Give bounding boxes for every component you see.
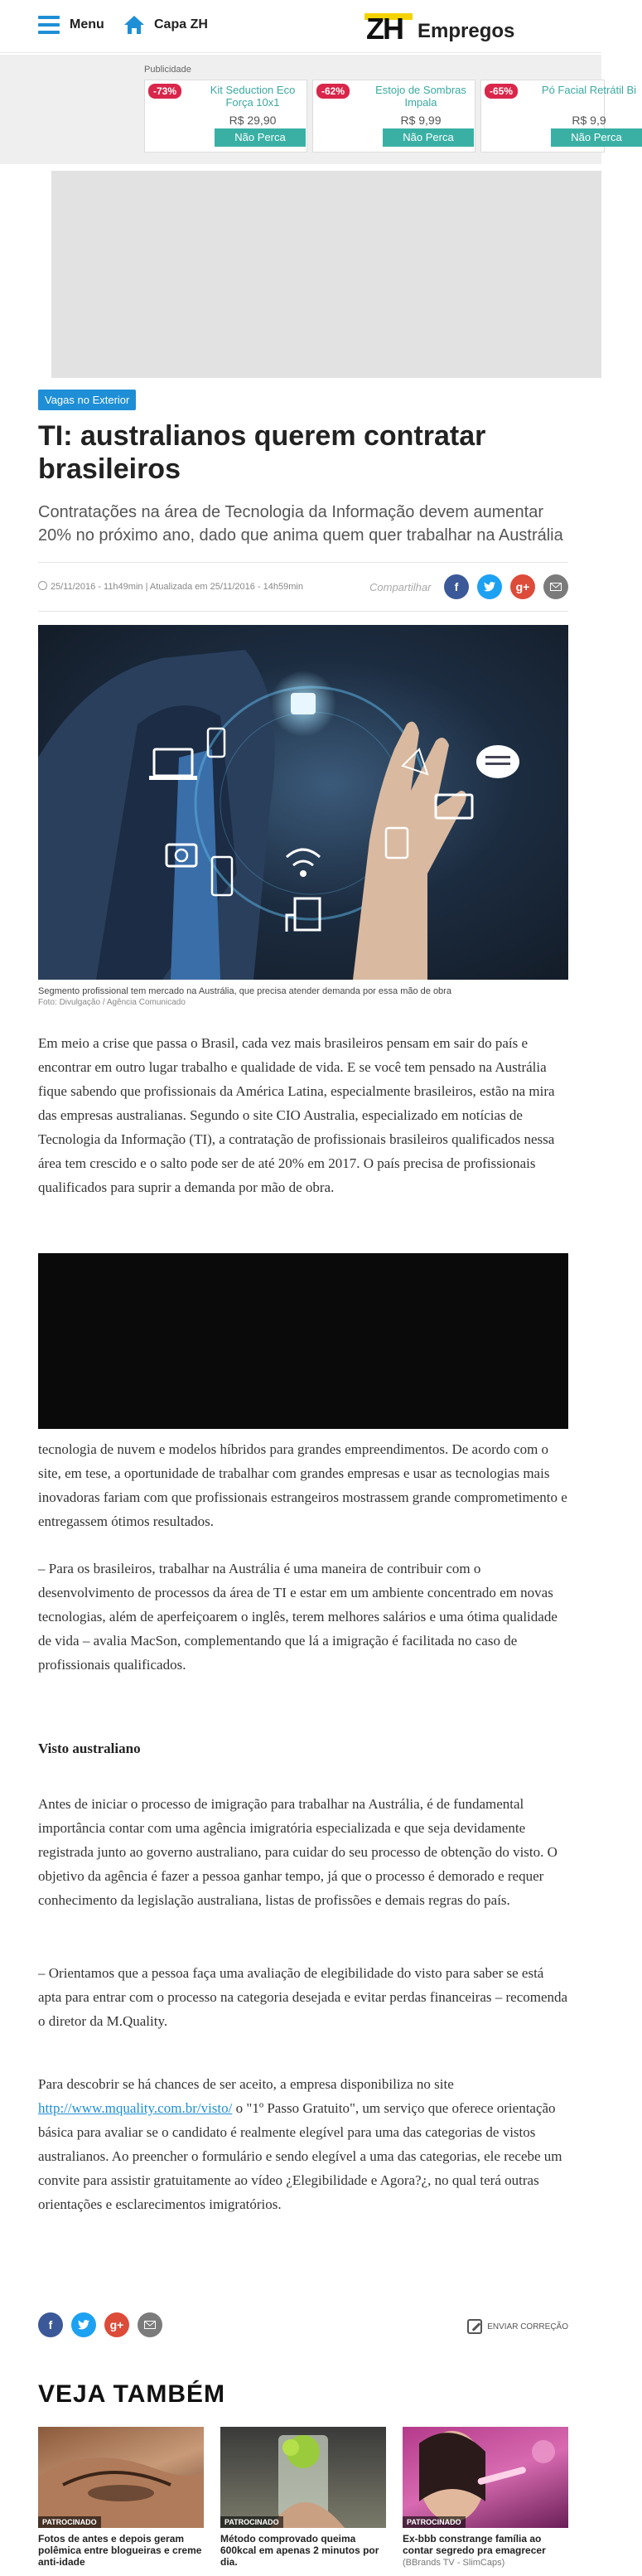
paragraph: Para descobrir se há chances de ser aceito, a empresa disponibiliza no site http://www.mquality.com.br/visto/ o "1º Passo Gratuito", um serviço que oferece orientação básica para avaliar se o candidato é realmente elegível para uma das categorias de vistos australianos. Ao preencher o formulário e sendo elegível a uma das categorias, ele recebe um convite para assistir gratuitamente ao vídeo ¿Elegibilidade e Agora?¿, no qual terá outras orientações e esclarecimentos imigratórios. (38, 2076, 562, 2212)
related-title: Ex-bbb constrange família ao contar segredo pra emagrecer (403, 2533, 546, 2556)
hamburger-icon (38, 16, 60, 34)
ad-card[interactable] (144, 80, 307, 153)
sponsored-tag: PATROCINADO (220, 2516, 283, 2528)
ad-card[interactable] (480, 80, 637, 153)
related-thumbnail (403, 2427, 568, 2528)
ad-cta-button[interactable]: Não Perca (383, 128, 474, 147)
category-tag[interactable]: Vagas no Exterior (38, 390, 136, 410)
related-card[interactable] (403, 2427, 568, 2568)
related-card[interactable] (220, 2427, 386, 2568)
related-cards (38, 2427, 568, 2568)
discount-badge: -65% (485, 84, 518, 99)
image-credit: Foto: Divulgação / Agência Comunicado (38, 998, 186, 1007)
article-title: TI: australianos querem contratar brasileiros (38, 420, 486, 485)
ad-price: R$ 9,99 (400, 114, 442, 127)
article-meta (38, 562, 568, 612)
google-plus-share-button[interactable]: g+ (510, 574, 535, 599)
article-subtitle: Contratações na área de Tecnologia da Informação devem aumentar 20% no próximo ano, dado que anima quem quer trabalhar na Austrália (38, 503, 563, 545)
ad-cta-button[interactable]: Não Perca (551, 128, 642, 147)
facebook-share-button[interactable]: f (444, 574, 469, 599)
twitter-icon (484, 582, 495, 592)
paragraph: – Para os brasileiros, trabalhar na Austrália é uma maneira de contribuir com o desenvolvimento de processos da área de TI e estar em um ambiente concentrado em novas tecnologias, além de aperfeiçoarem o inglês, terem melhores salários e uma ótima qualidade de vida – avalia MacSon, complementando que lá a imigração é facilitada no caso de profissionais qualificados. (38, 1561, 558, 1673)
ad-card[interactable] (312, 80, 475, 153)
clock-icon (38, 581, 47, 590)
related-thumbnail (220, 2427, 386, 2528)
logo-name: Empregos (418, 20, 515, 42)
related-heading: VEJA TAMBÉM (38, 2380, 226, 2408)
logo-mark: ZH (364, 13, 413, 43)
send-correction-button[interactable] (467, 2319, 568, 2334)
ad-strip (0, 55, 637, 164)
facebook-share-button[interactable]: f (38, 2312, 63, 2337)
mquality-link[interactable]: http://www.mquality.com.br/visto/ (38, 2100, 233, 2116)
article-hero-image (38, 625, 568, 980)
ad-title: Estojo de Sombras Impala (375, 84, 466, 109)
email-icon (144, 2321, 156, 2329)
video-player[interactable] (38, 1253, 568, 1429)
email-icon (550, 583, 562, 591)
share-label: Compartilhar (369, 581, 432, 593)
twitter-icon (78, 2320, 89, 2330)
google-plus-share-button[interactable]: g+ (104, 2312, 129, 2337)
technology-illustration (38, 625, 568, 980)
ad-price: R$ 9,9 (572, 114, 606, 127)
related-thumbnail (38, 2427, 204, 2528)
paragraph: tecnologia de nuvem e modelos híbridos para grandes empreendimentos. De acordo com o site, em tese, a oportunidade de trabalhar com grandes empresas e usar as tecnologias mais inovadoras fariam com que profissionais estrangeiros mostrassem grande comprometimento e entregassem ótimos resultados. (38, 1441, 567, 1529)
send-correction-label: ENVIAR CORREÇÃO (487, 2322, 568, 2331)
home-label: Capa ZH (154, 17, 208, 31)
twitter-share-button[interactable] (71, 2312, 96, 2337)
paragraph: Antes de iniciar o processo de imigração para trabalhar na Austrália, é de fundamental importância contar com uma agência imigratória especializada e que seja devidamente registrada junto ao governo australiano, para cuidar do seu processo de obtenção do visto. O objetivo da agência é fazer a pessoa ganhar tempo, já que o processo é demorado e requer conhecimento da legislação australiana, listas de profissões e demais regras do país. (38, 1796, 558, 1908)
bottom-share-bar (38, 2309, 568, 2342)
twitter-share-button[interactable] (477, 574, 502, 599)
publish-date: 25/11/2016 - 11h49min | Atualizada em 25/11/2016 - 14h59min (38, 581, 303, 592)
related-source: (BBrands TV - SlimCaps) (403, 2558, 505, 2568)
site-logo[interactable] (364, 12, 515, 46)
sponsored-tag: PATROCINADO (403, 2516, 466, 2528)
ad-placeholder (51, 171, 601, 378)
paragraph: Em meio a crise que passa o Brasil, cada vez mais brasileiros pensam em sair do país e encontrar em outro lugar trabalho e qualidade de vida. E se você tem pensado na Austrália fique sabendo que profissionais da América Latina, especialmente brasileiros, estão na mira das empresas australianas. Segundo o site CIO Australia, especializado em notícias de Tecnologia da Informação (TI), a contratação de profissionais brasileiros qualificados nessa área tem crescido e o salto pode ser de até 20% em 2017. O país precisa de profissionais qualificados para suprir a demanda por mão de obra. (38, 1035, 555, 1195)
paragraph: – Orientamos que a pessoa faça uma avaliação de elegibilidade do visto para saber se está apta para entrar com o processo na categoria desejada e evitar perdas financeiras – recomenda o diretor da M.Quality. (38, 1965, 568, 2029)
related-title: Método comprovado queima 600kcal em apenas 2 minutos por dia. (220, 2533, 379, 2568)
related-card[interactable] (38, 2427, 204, 2568)
image-caption: Segmento profissional tem mercado na Austrália, que precisa atender demanda por essa mão de obra (38, 986, 451, 996)
ad-title: Pó Facial Retrátil Bi (541, 84, 637, 96)
ad-cta-button[interactable]: Não Perca (215, 128, 306, 147)
discount-badge: -73% (148, 84, 181, 99)
ad-label: Publicidade (144, 65, 191, 75)
email-share-button[interactable] (138, 2312, 162, 2337)
home-button[interactable] (123, 14, 208, 36)
site-header (0, 0, 601, 53)
menu-button[interactable] (38, 16, 104, 34)
ad-price: R$ 29,90 (229, 114, 277, 127)
home-icon (123, 14, 146, 36)
section-heading: Visto australiano (38, 1741, 141, 1756)
menu-label: Menu (70, 17, 104, 31)
ad-title: Kit Seduction Eco Força 10x1 (210, 84, 296, 109)
related-title: Fotos de antes e depois geram polêmica entre blogueiras e creme anti-idade (38, 2533, 202, 2568)
discount-badge: -62% (316, 84, 350, 99)
sponsored-tag: PATROCINADO (38, 2516, 101, 2528)
email-share-button[interactable] (543, 574, 568, 599)
edit-icon (467, 2319, 482, 2334)
